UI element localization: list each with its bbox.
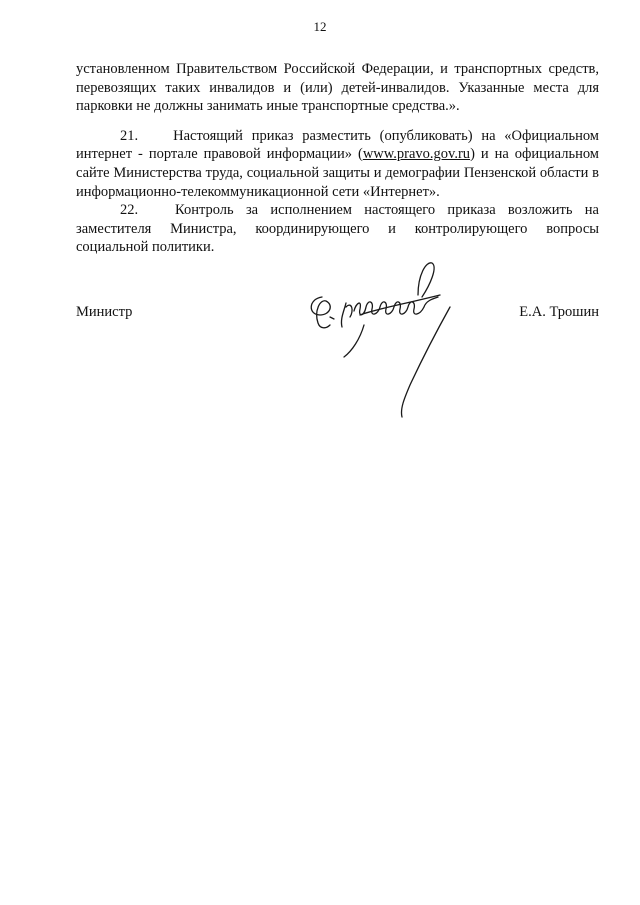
paragraph-continuation: установленном Правительством Российской Федерации, и транспортных средств, перевозящих таких инвалидов и (или) детей-инвалидов. Указанные места для парковки не должны занимать иные транспортные средства.». [76, 61, 599, 115]
page-number: 12 [313, 19, 327, 34]
paragraph-21-text-end: ) и на официальном сайте Министерства труда, социальной защиты и демографии Пензенской области в информационно-телекоммуникационной сети «Интернет». [76, 146, 599, 200]
signatory-name: Е.А. Трошин [519, 304, 599, 320]
paragraph-21 [76, 127, 599, 201]
signatory-title: Министр [76, 304, 133, 320]
pravo-link[interactable]: www.pravo.gov.ru [362, 146, 471, 163]
document-body [76, 60, 599, 257]
paragraph-21-text-start: 21. Настоящий приказ разместить (опубликовать) на «Официальном интернет - портале правовой информации» ( [76, 127, 599, 163]
handwritten-signature-icon [300, 255, 480, 425]
paragraph-22: 22. Контроль за исполнением настоящего приказа возложить на заместителя Министра, координирующего и контролирующего вопросы социальной политики. [76, 202, 599, 256]
